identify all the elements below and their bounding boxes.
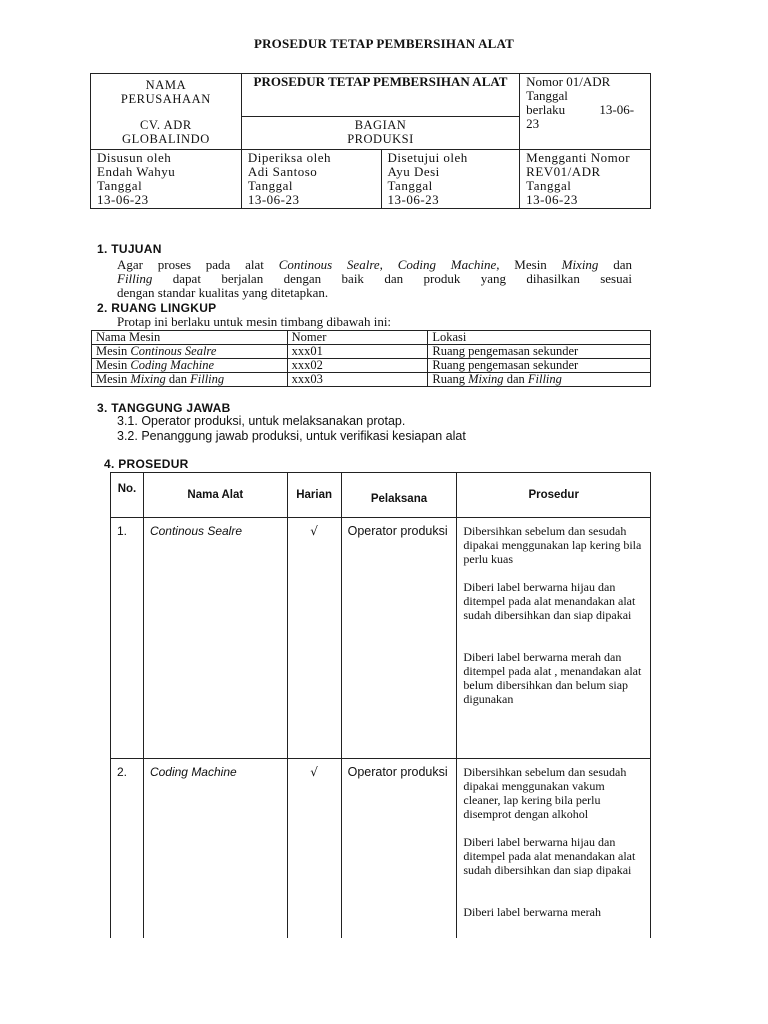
replaces-number: REV01/ADR: [526, 164, 601, 179]
col-prosedur: Prosedur: [457, 473, 651, 518]
table-row: [111, 759, 651, 939]
machine-location: Ruang pengemasan sekunder: [428, 345, 651, 359]
table-row: [111, 518, 651, 759]
executor: Operator produksi: [341, 518, 457, 759]
tool-name: [143, 518, 287, 759]
executor: Operator produksi: [341, 759, 457, 939]
company-name: CV. ADR GLOBALINDO: [121, 117, 210, 146]
procedure-step: Dibersihkan sebelum dan sesudah dipakai menggunakan vakum cleaner, lap kering bila perlu disemprot dengan alkohol: [463, 765, 627, 821]
approved-date: 13-06-23: [387, 192, 440, 207]
machine-name-italic: Continous Sealre: [130, 344, 217, 358]
tujuan-text-6: Filling: [117, 271, 153, 286]
machine-prefix: Mesin: [96, 344, 131, 358]
checked-by: Adi Santoso: [247, 164, 318, 179]
approved-date-label: Tanggal: [387, 178, 433, 193]
checked-label: Diperiksa oleh: [247, 150, 332, 165]
ruang-lingkup-intro: Protap ini berlaku untuk mesin timbang dibawah ini:: [117, 314, 392, 329]
procedure-step: Diberi label berwarna hijau dan ditempel pada alat menandakan alat sudah dibersihkan dan siap dipakai: [463, 835, 636, 877]
tujuan-text-4: Mixing: [561, 257, 599, 272]
procedure-steps: [457, 518, 651, 759]
daily-check: √: [287, 518, 341, 759]
approved-label: Disetujui oleh: [387, 150, 468, 165]
procedure-table-header: [111, 473, 651, 518]
replaces-label: Mengganti Nomor: [526, 150, 631, 165]
tujuan-text-2: Continous Sealre, Coding Machine,: [278, 257, 500, 272]
col-no: No.: [111, 473, 144, 518]
effective-date: 13-06-23: [526, 102, 635, 131]
location-mid: dan: [503, 372, 528, 386]
machine-number: xxx01: [287, 345, 428, 359]
tujuan-text-1: Agar proses pada alat: [117, 257, 279, 272]
location-italic-2: Filling: [527, 372, 562, 386]
prepared-date-label: Tanggal: [97, 178, 143, 193]
machine-prefix: Mesin: [96, 372, 131, 386]
location-italic-1: Mixing: [468, 372, 504, 386]
department: BAGIAN PRODUKSI: [347, 118, 414, 146]
list-item: 3.2. Penanggung jawab produksi, untuk verifikasi kesiapan alat: [117, 429, 466, 443]
document-number: Nomor 01/ADR: [526, 74, 611, 89]
col-nama-alat: Nama Alat: [143, 473, 287, 518]
checked-date-label: Tanggal: [247, 178, 294, 193]
procedure-table: [110, 472, 651, 938]
tool-name-text: Continous Sealre: [149, 524, 243, 538]
tanggung-jawab-heading: 3. TANGGUNG JAWAB: [97, 401, 231, 415]
machine-suffix: dan: [165, 372, 191, 386]
ruang-lingkup-heading: 2. RUANG LINGKUP: [97, 301, 217, 315]
procedure-step: Diberi label berwarna hijau dan ditempel pada alat menandakan alat sudah dibersihkan dan siap dipakai: [463, 580, 636, 622]
tool-name: [143, 759, 287, 939]
replaces-date: 13-06-23: [526, 192, 578, 207]
row-number: 1.: [111, 518, 144, 759]
company-label: NAMA PERUSAHAAN: [120, 77, 211, 106]
prepared-label: Disusun oleh: [97, 150, 172, 165]
row-number: 2.: [111, 759, 144, 939]
location-prefix: Ruang: [432, 372, 469, 386]
col-pelaksana: Pelaksana: [341, 473, 457, 518]
list-item: 3.1. Operator produksi, untuk melaksanakan protap.: [117, 414, 406, 428]
tujuan-text-7: dapat berjalan dengan baik dan produk yang dihasilkan sesuai: [152, 271, 632, 286]
col-nomer: Nomer: [287, 331, 428, 345]
col-lokasi: Lokasi: [428, 331, 651, 345]
procedure-steps: [457, 759, 651, 939]
checked-date: 13-06-23: [247, 192, 300, 207]
procedure-step: Diberi label berwarna merah dan ditempel pada alat , menandakan alat belum dibersihkan dan belum siap digunakan: [463, 650, 642, 706]
prepared-by: Endah Wahyu: [97, 164, 176, 179]
machine-name-italic: Mixing: [130, 372, 166, 386]
machine-name-italic: Coding Machine: [130, 358, 215, 372]
machine-location: Ruang pengemasan sekunder: [428, 359, 651, 373]
prosedur-heading: 4. PROSEDUR: [104, 457, 189, 471]
daily-check: √: [287, 759, 341, 939]
col-nama-mesin: Nama Mesin: [92, 331, 288, 345]
machine-prefix: Mesin: [96, 358, 131, 372]
procedure-step: Dibersihkan sebelum dan sesudah dipakai menggunakan lap kering bila perlu kuas: [463, 524, 642, 566]
replaces-date-label: Tanggal: [526, 178, 572, 193]
approved-by: Ayu Desi: [387, 164, 440, 179]
tujuan-text-8: dengan standar kualitas yang ditetapkan.: [117, 285, 329, 300]
machine-number: xxx02: [287, 359, 428, 373]
machine-name-italic-2: Filling: [190, 372, 225, 386]
tool-name-text: Coding Machine: [149, 765, 237, 779]
effective-label: Tanggal berlaku: [526, 88, 568, 117]
machine-number: xxx03: [287, 373, 428, 387]
procedure-step: Diberi label berwarna merah: [463, 905, 601, 919]
tujuan-text-5: dan: [598, 257, 632, 272]
tujuan-text-3: Mesin: [499, 257, 562, 272]
col-harian: Harian: [287, 473, 341, 518]
document-title: PROSEDUR TETAP PEMBERSIHAN ALAT: [253, 36, 515, 51]
tujuan-heading: 1. TUJUAN: [97, 242, 162, 256]
procedure-title: PROSEDUR TETAP PEMBERSIHAN ALAT: [253, 74, 508, 89]
prepared-date: 13-06-23: [97, 192, 149, 207]
